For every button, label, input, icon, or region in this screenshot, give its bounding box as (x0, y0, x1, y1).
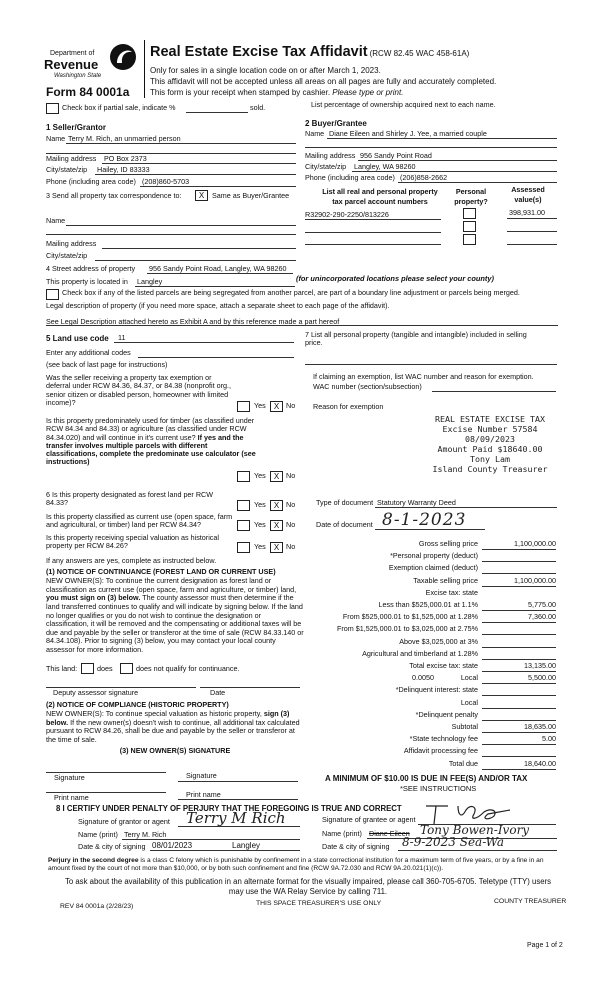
grantee-name-label: Name (print) (322, 829, 362, 838)
grantor-sig-label: Signature of grantor or agent (78, 817, 170, 826)
header-sub1: Only for sales in a single location code on or after March 1, 2023. (150, 66, 381, 75)
buyer-phone-label: Phone (including area code) (305, 173, 395, 182)
tax-row-value[interactable] (482, 625, 556, 635)
stamp-line4: Amount Paid $18640.00 (437, 443, 543, 454)
current-use-yes-checkbox[interactable] (237, 520, 250, 531)
notice1-b: you must sign on (3) below. (46, 593, 141, 603)
seller-city-field[interactable]: Hailey, ID 83333 (97, 165, 150, 174)
grantor-name-label: Name (print) (78, 830, 118, 839)
section3-name-label: Name (46, 216, 66, 225)
seller-name-field[interactable]: Terry M. Rich, an unmarried person (68, 134, 181, 143)
seller-mailing-field[interactable]: PO Box 2373 (104, 154, 147, 163)
see-back-note: (see back of last page for instructions) (46, 360, 168, 369)
form-number: Form 84 0001a (46, 85, 130, 99)
header-sub3b: Please type or print. (332, 88, 404, 97)
parcel-col3-line1: Assessed (511, 185, 545, 194)
tax-row-label: Total excise tax: state (409, 661, 478, 670)
tax-row-label: Above $3,025,000 at 3% (399, 636, 478, 646)
tax-row-value[interactable] (482, 564, 556, 574)
seller-mailing-label: Mailing address (46, 154, 97, 163)
unincorporated-note: (for unincorporated locations please select your county) (296, 274, 494, 283)
tax-row-label: *State technology fee (409, 734, 478, 744)
partial-sale-label: Check box if partial sale, indicate % (62, 103, 176, 112)
timber-question-b: If yes and the transfer involves multiple parcels with different classifications, complete the predominate use calculator (see instructions) (46, 432, 256, 467)
located-field[interactable]: Langley (137, 277, 163, 286)
does-label: does (97, 664, 113, 673)
parcel-line1 (305, 219, 441, 220)
grantor-name-field[interactable]: Terry M. Rich (124, 830, 167, 839)
tax-row-value[interactable]: 7,360.00 (482, 613, 556, 623)
additional-codes-line[interactable] (138, 357, 294, 358)
historical-no-checkbox[interactable]: X (270, 542, 283, 553)
tax-row-value[interactable]: 1,100,000.00 (482, 540, 556, 550)
timber-question (46, 417, 258, 467)
tax-row-value[interactable] (482, 699, 556, 709)
legal-desc-field[interactable]: See Legal Description attached hereto as Exhibit A and by this reference made a part hereof (46, 317, 340, 326)
reason-label: Reason for exemption (313, 402, 384, 411)
tax-row-label: Affidavit processing fee (403, 746, 478, 756)
section3-name-line[interactable] (66, 225, 296, 226)
owner-sig-line-2[interactable] (178, 781, 298, 782)
treasurer-space: THIS SPACE TREASURER'S USE ONLY (256, 900, 382, 907)
tax-row-value[interactable] (482, 552, 556, 562)
ownership-note: List percentage of ownership acquired next to each name. (311, 100, 496, 109)
wac-question: If claiming an exemption, list WAC number and reason for exemption. (313, 372, 534, 381)
forest-yes-checkbox[interactable] (237, 500, 250, 511)
wac-label: WAC number (section/subsection) (313, 382, 422, 391)
county-treasurer: COUNTY TREASURER (494, 898, 567, 905)
doc-date-handwritten[interactable]: 8-1-2023 (382, 510, 467, 530)
notice3-title: (3) NEW OWNER(S) SIGNATURE (119, 746, 231, 755)
buyer-city-field[interactable]: Langley, WA 98260 (354, 162, 416, 171)
parcel-col3-header (500, 185, 556, 206)
legal-desc-label: Legal description of property (if you need more space, attach a separate sheet to each page of the affidavit). (46, 301, 390, 310)
tax-row-value[interactable]: 13,135.00 (482, 662, 556, 672)
if-yes-note: If any answers are yes, complete as instructed below. (46, 556, 217, 565)
perjury-b: is a class C felony which is punishable by confinement in a state correctional institution for a maximum term of five years, or by a fine in an amount fixed by the court of not more than $10,000, or by both such confinement and fine (RCW 9A.72.030 and RCW 9A.20.021(1)(c)). (48, 857, 544, 873)
tax-row-label: Taxable selling price (413, 575, 478, 585)
parcel-col1-header (305, 187, 455, 208)
forest-yes-label: Yes (254, 500, 266, 509)
notice1-c: The county assessor must then determine if the land transferred continues to qualify and will indicate by signing below. If the land no longer qualifies or you do not wish to continue the designation or classification, it will be removed and the compensating or additional taxes will be due and payable by the seller or transferor at the time of sale (RCW 84.33.140 or 84.34.108). Prior to signing (3) below, you may contact your local county assessor for more information. (46, 593, 304, 655)
section3-mailing-line[interactable] (102, 248, 296, 249)
owner-sig-label-2: Signature (186, 771, 217, 780)
assessed-value[interactable]: 398,931.00 (509, 208, 545, 217)
doc-type-label: Type of document (316, 498, 374, 507)
page-number: Page 1 of 2 (527, 942, 563, 949)
buyer-name-line (327, 138, 557, 139)
tax-row-label: *Delinquent penalty (415, 709, 478, 719)
seller-city-line (95, 174, 296, 175)
tax-row-label: Local (460, 673, 478, 683)
stamp-line6: Island County Treasurer (432, 463, 548, 474)
notice2-b: sign (3) below. (46, 709, 290, 727)
section7-label: 7 List all personal property (tangible and intangible) included in selling price. (305, 330, 527, 348)
seller-city-label: City/state/zip (46, 165, 88, 174)
tax-row-value[interactable] (482, 650, 556, 660)
tax-row-label: From $525,000.01 to $1,525,000 at 1.28% (342, 612, 478, 622)
dor-swoosh-icon (108, 42, 138, 72)
grantor-date-line (150, 850, 300, 851)
additional-codes-label: Enter any additional codes (46, 348, 131, 357)
buyer-city-label: City/state/zip (305, 162, 347, 171)
buyer-name-line2 (305, 147, 557, 148)
segregated-label: Check box if any of the listed parcels are being segregated from another parcel, are part of a boundary line adjustment or parcels being merged. (62, 288, 520, 297)
land-use-label: 5 Land use code (46, 334, 109, 343)
tax-row-label: Agricultural and timberland at 1.28% (362, 648, 478, 658)
historical-question: Is this property receiving special valuation as historical property per RCW 84.26? (46, 533, 219, 551)
owner-print-label-1: Print name (54, 793, 89, 802)
buyer-heading: 2 Buyer/Grantee (305, 119, 367, 128)
legal-desc-line (46, 325, 558, 326)
logo-revenue-text: Revenue (44, 57, 99, 72)
stamp-line2: Excise Number 57584 (442, 423, 538, 434)
stamp-line1: REAL ESTATE EXCISE TAX (435, 414, 545, 424)
notice2-c: If the new owner(s) doesn't wish to continue, all additional tax calculated pursuant to RCW 84.26, shall be due and payable by the seller or transferor at the time of sale. (46, 717, 300, 744)
exemption-no-checkbox[interactable]: X (270, 401, 283, 412)
notice2-title: (2) NOTICE OF COMPLIANCE (HISTORIC PROPERTY) (46, 700, 229, 709)
does-not-checkbox[interactable] (120, 663, 133, 674)
deputy-sig-label: Deputy assessor signature (53, 688, 139, 697)
grantee-date-label: Date & city of signing (322, 842, 390, 851)
tax-row-value[interactable] (482, 747, 556, 757)
forest-no-checkbox[interactable]: X (270, 500, 283, 511)
header-sub3 (150, 88, 403, 97)
this-land-label: This land: (46, 664, 78, 673)
tax-row-label: *Delinquent interest: state (395, 685, 478, 695)
seller-phone-field[interactable]: (208)860-5703 (142, 177, 190, 186)
current-use-no-label: No (286, 520, 296, 529)
tax-row-value[interactable]: 5,775.00 (482, 601, 556, 611)
header-sub2: This affidavit will not be accepted unless all areas on all pages are fully and accurately completed. (150, 77, 497, 86)
header-divider (144, 40, 145, 98)
tax-row-value[interactable] (482, 711, 556, 721)
exemption-yes-checkbox[interactable] (237, 401, 250, 412)
treasurer-stamp (420, 415, 560, 475)
partial-sale-checkbox[interactable] (46, 103, 59, 114)
seller-phone-line (140, 186, 296, 187)
current-use-question: Is this property classified as current use (open space, farm and agricultural, or timber) land per RCW 84.34? (46, 512, 233, 530)
assessed-line2 (507, 231, 557, 232)
tax-row-label: *Personal property (deduct) (390, 551, 478, 561)
owner-print-label-2: Print name (186, 790, 221, 799)
land-use-code-field[interactable]: 11 (118, 333, 126, 342)
tax-row-label: Less than $525,000.01 at 1.1% (378, 600, 478, 609)
tax-row-value[interactable]: 5.00 (482, 735, 556, 745)
parcel-col2-line1: Personal (455, 187, 487, 196)
grantor-date-label: Date & city of signing (78, 842, 146, 851)
timber-yes-checkbox[interactable] (237, 471, 250, 482)
grantee-date-handwritten[interactable]: 8-9-2023 Sea-Wa (402, 835, 505, 849)
minimum-notice: A MINIMUM OF $10.00 IS DUE IN FEE(S) AND/OR TAX (325, 774, 528, 783)
located-label: This property is located in (46, 277, 128, 286)
buyer-name-field[interactable]: Diane Eileen and Shirley J. Yee, a married couple (329, 129, 487, 138)
section3-name-line2 (46, 234, 296, 235)
parcel-col1-line1: List all real and personal property (322, 187, 438, 196)
minimum-see: *SEE INSTRUCTIONS (400, 784, 477, 793)
tax-row-label: Subtotal (451, 722, 478, 731)
exemption-no-label: No (286, 401, 296, 410)
section3-city-line[interactable] (95, 260, 296, 261)
partial-sale-sold: sold. (250, 103, 266, 112)
buyer-phone-line (398, 182, 557, 183)
logo-dept-text: Department of (50, 50, 95, 57)
exemption-yes-label: Yes (254, 401, 266, 410)
tax-row-label: Total due (448, 758, 478, 768)
section7-line[interactable] (305, 364, 557, 365)
grantor-sig-line (178, 826, 300, 827)
seller-name-line (66, 143, 296, 144)
seller-heading: 1 Seller/Grantor (46, 123, 107, 132)
deputy-date-label: Date (210, 688, 226, 697)
same-as-buyer-checkbox[interactable]: X (195, 190, 208, 201)
notice1-body (46, 577, 304, 655)
parcel-col2-line2: property? (454, 197, 488, 207)
alt-format-notice: To ask about the availability of this publication in an alternate format for the visually impaired, please call 360-705-6705. Teletype (TTY) users may use the WA Relay Service by calling 711. (64, 877, 552, 897)
owner-print-line-2[interactable] (178, 799, 298, 800)
tax-row-value[interactable]: 1,100,000.00 (482, 577, 556, 587)
forest-no-label: No (286, 500, 296, 509)
grantor-name-line (122, 839, 300, 840)
notice2-body (46, 710, 304, 745)
perjury-notice (48, 857, 563, 873)
grantee-name-handwritten[interactable]: Tony Bowen-Ivory (420, 823, 530, 837)
tax-row-value[interactable] (482, 686, 556, 696)
seller-mailing-line (102, 163, 296, 164)
buyer-city-line (352, 171, 557, 172)
tax-row-label: Local (460, 697, 478, 707)
tax-row-value[interactable] (482, 638, 556, 648)
tax-row-label: Gross selling price (418, 539, 478, 548)
current-use-yes-label: Yes (254, 520, 266, 529)
buyer-mailing-field[interactable]: 956 Sandy Point Road (360, 151, 432, 160)
street-address-field[interactable]: 956 Sandy Point Road, Langley, WA 98260 (149, 264, 287, 273)
assessed-line1 (507, 218, 557, 219)
grantor-signature[interactable]: Terry M Rich (186, 809, 286, 827)
does-not-label: does not qualify for continuance. (136, 664, 240, 673)
buyer-mailing-label: Mailing address (305, 151, 356, 160)
stamp-line3: 08/09/2023 (465, 433, 515, 444)
notice1-title: (1) NOTICE OF CONTINUANCE (FOREST LAND OR CURRENT USE) (46, 567, 276, 576)
section3-city-label: City/state/zip (46, 251, 88, 260)
grantee-sig-label: Signature of grantee or agent (322, 815, 416, 824)
header-sub3a: This form is your receipt when stamped by cashier. (150, 88, 333, 97)
stamp-line5: Tony Lam (470, 453, 510, 464)
land-use-line (114, 342, 294, 343)
form-title: Real Estate Excise Tax Affidavit (150, 44, 368, 60)
notice2-a: NEW OWNER(S): To continue special valuation as historic property, (46, 709, 264, 718)
tax-row-value[interactable]: 5,500.00 (482, 674, 556, 684)
grantee-name-struck: Diane Eileen (369, 829, 410, 838)
grantee-date-line (398, 850, 557, 851)
forest-question: 6 Is this property designated as forest land per RCW 84.33? (46, 490, 213, 508)
section4-label: 4 Street address of property (46, 264, 136, 273)
partial-sale-line[interactable] (186, 112, 248, 113)
parcel-line2 (305, 232, 441, 233)
buyer-name-label: Name (305, 129, 325, 138)
timber-yes-label: Yes (254, 471, 266, 480)
certify-heading: 8 I CERTIFY UNDER PENALTY OF PERJURY THAT THE FOREGOING IS TRUE AND CORRECT (56, 804, 402, 813)
doc-type-line (375, 507, 557, 508)
does-checkbox[interactable] (81, 663, 94, 674)
assessed-line3 (507, 244, 557, 245)
located-line (135, 286, 295, 287)
form-title-ref: (RCW 82.45 WAC 458-61A) (369, 49, 470, 58)
wac-line[interactable] (432, 391, 556, 392)
parcel-number[interactable]: R32902-290-2250/813226 (305, 210, 389, 219)
notice1-a: NEW OWNER(S): To continue the current designation as forest land or classification as current use (open space, farm and agriculture, or timber) land, (46, 576, 297, 594)
tax-row-label: Excise tax: state (425, 587, 478, 597)
owner-sig-label-1: Signature (54, 773, 85, 782)
exemption-question: Was the seller receiving a property tax exemption or deferral under RCW 84.36, 84.37, or 84.38 (nonprofit org., senior citizen or disabled person, homeowner with limited income)? (46, 373, 231, 407)
seller-name-label: Name (46, 134, 66, 143)
personal-property-checkbox-1[interactable] (463, 208, 476, 219)
grantor-date-field[interactable]: 08/01/2023 (152, 841, 193, 850)
grantor-city-field[interactable]: Langley (232, 841, 261, 850)
seller-phone-label: Phone (including area code) (46, 177, 136, 186)
tax-row-rate: 0.0050 (412, 673, 434, 683)
buyer-mailing-line (358, 160, 557, 161)
parcel-col3-line2: value(s) (514, 195, 542, 205)
segregated-checkbox[interactable] (46, 289, 59, 300)
timber-no-label: No (286, 471, 296, 480)
historical-yes-checkbox[interactable] (237, 542, 250, 553)
section3-mailing-label: Mailing address (46, 239, 97, 248)
parcel-line3 (305, 244, 441, 245)
doc-date-line (375, 529, 485, 530)
section3-label: 3 Send all property tax correspondence to: (46, 191, 182, 200)
historical-yes-label: Yes (254, 542, 266, 551)
same-as-buyer-label: Same as Buyer/Grantee (212, 191, 290, 200)
street-address-line (147, 273, 293, 274)
tax-row-value[interactable]: 18,640.00 (482, 760, 556, 770)
timber-question-a: Is this property predominately used for timber (as classified under RCW 84.34 and 84.33) or agriculture (as classified under RCW 84.34.020) and will continue in it's current use? (46, 416, 255, 442)
tax-row-value[interactable]: 18,635.00 (482, 723, 556, 733)
personal-property-checkbox-2[interactable] (463, 221, 476, 232)
rev-number: REV 84 0001a (2/28/23) (60, 903, 134, 910)
timber-no-checkbox[interactable]: X (270, 471, 283, 482)
parcel-col2-header (443, 187, 499, 208)
doc-type-field[interactable]: Statutory Warranty Deed (377, 498, 456, 507)
logo-state-text: Washington State (54, 73, 102, 79)
doc-date-label: Date of document (316, 520, 373, 529)
tax-row-label: Exemption claimed (deduct) (388, 563, 478, 573)
form-title-row (150, 44, 469, 61)
buyer-phone-field[interactable]: (206)858-2662 (400, 173, 448, 182)
perjury-a: Perjury in the second degree (48, 857, 139, 864)
tax-row-label: From $1,525,000.01 to $3,025,000 at 2.75% (336, 624, 478, 634)
personal-property-checkbox-3[interactable] (463, 234, 476, 245)
current-use-no-checkbox[interactable]: X (270, 520, 283, 531)
parcel-col1-line2: tax parcel account numbers (332, 197, 428, 207)
historical-no-label: No (286, 542, 296, 551)
